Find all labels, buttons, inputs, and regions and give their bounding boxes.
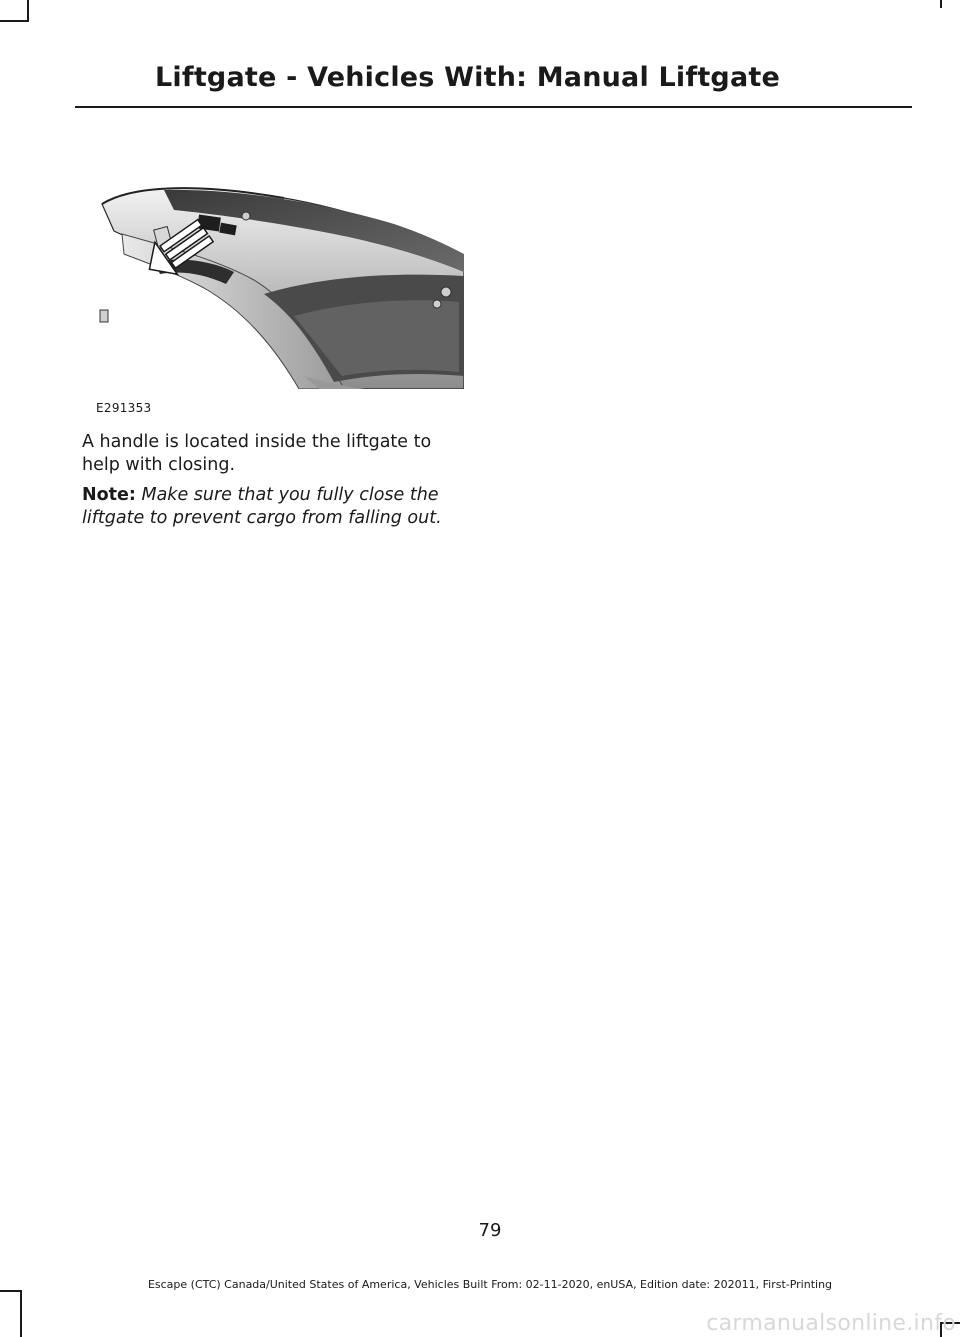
page-number: 79: [478, 1220, 502, 1241]
note-label: Note:: [82, 485, 136, 505]
liftgate-illustration-icon: [94, 176, 464, 389]
watermark-text: carmanualsonline.info: [706, 1311, 956, 1336]
liftgate-illustration: [94, 176, 464, 389]
page-title: Liftgate - Vehicles With: Manual Liftgate: [155, 62, 780, 93]
crop-mark-top-left-h: [0, 20, 29, 22]
figure-code: E291353: [96, 401, 152, 415]
crop-mark-bottom-left-v: [20, 1290, 22, 1337]
crop-mark-top-left-v: [27, 0, 29, 22]
body-paragraph: A handle is located inside the liftgate to help with closing.: [82, 432, 432, 475]
crop-mark-top-right: [940, 0, 942, 8]
title-divider: [75, 106, 912, 108]
note-paragraph: [82, 484, 472, 530]
note-text: Make sure that you fully close the liftgate to prevent cargo from falling out.: [82, 485, 442, 528]
footer-edition-line: Escape (CTC) Canada/United States of America, Vehicles Built From: 02-11-2020, enUSA, Edition date: 202011, First-Printing: [147, 1278, 833, 1291]
